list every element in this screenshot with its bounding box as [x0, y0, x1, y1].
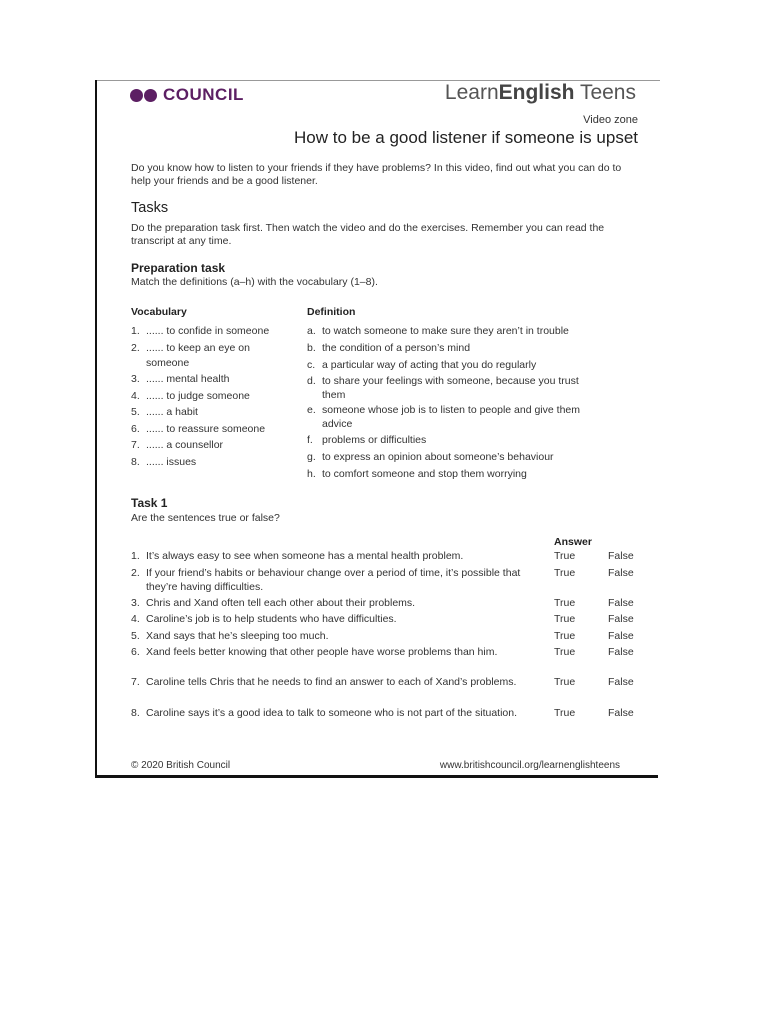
vocab-item: 4. ...... to judge someone [131, 390, 250, 402]
false-option[interactable]: False [608, 613, 634, 625]
definition-header: Definition [307, 306, 356, 318]
false-option[interactable]: False [608, 646, 634, 658]
vocabulary-header: Vocabulary [131, 306, 187, 318]
false-option[interactable]: False [608, 567, 634, 579]
vocab-item: 5. ...... a habit [131, 406, 198, 418]
footer-copyright: © 2020 British Council [131, 760, 231, 771]
question-row: 4. Caroline’s job is to help students who have difficulties. [131, 613, 397, 625]
video-zone-label: Video zone [583, 114, 638, 126]
true-option[interactable]: True [554, 630, 576, 642]
tasks-heading: Tasks [131, 200, 169, 216]
vocab-item: 2. ...... to keep an eye on [131, 342, 250, 354]
question-row: 1. It’s always easy to see when someone has a mental health problem. [131, 550, 464, 562]
vocab-item: 1. ...... to confide in someone [131, 325, 270, 337]
true-option[interactable]: True [554, 597, 576, 609]
logo-dot-icon [144, 89, 157, 102]
definition-item: h. to comfort someone and stop them worrying [307, 468, 527, 480]
question-row: 3. Chris and Xand often tell each other about their problems. [131, 597, 416, 609]
definition-item: a. to watch someone to make sure they aren’t in trouble [307, 325, 569, 337]
false-option[interactable]: False [608, 597, 634, 609]
vocab-item: 6. ...... to reassure someone [131, 423, 266, 435]
learnenglish-teens-logo: LearnEnglish Teens [444, 81, 636, 104]
definition-item: d. to share your feelings with someone, because you trust them [307, 375, 579, 401]
definition-item: c. a particular way of acting that you do regularly [307, 359, 537, 371]
task1-instruction: Are the sentences true or false? [131, 512, 280, 524]
question-row: 8. Caroline says it’s a good idea to talk to someone who is not part of the situation. [131, 707, 518, 719]
vocab-item: 8. ...... issues [131, 456, 197, 468]
logo-dot-icon [130, 89, 143, 102]
page-title: How to be a good listener if someone is upset [294, 128, 638, 147]
true-option[interactable]: True [554, 550, 576, 562]
false-option[interactable]: False [608, 707, 634, 719]
definition-item: b. the condition of a person’s mind [307, 342, 471, 354]
british-council-logo [130, 85, 244, 105]
answer-header: Answer [554, 536, 592, 548]
intro-paragraph: Do you know how to listen to your friends if they have problems? In this video, find out what you can do to help your friends and be a good listener. [131, 162, 622, 187]
question-row: 2. If your friend’s habits or behaviour change over a period of time, it’s possible that they’re having difficulties. [131, 567, 521, 593]
vocab-item: 7. ...... a counsellor [131, 439, 224, 451]
true-option[interactable]: True [554, 567, 576, 579]
true-option[interactable]: True [554, 613, 576, 625]
false-option[interactable]: False [608, 630, 634, 642]
false-option[interactable]: False [608, 550, 634, 562]
true-option[interactable]: True [554, 676, 576, 688]
false-option[interactable]: False [608, 676, 634, 688]
tasks-paragraph: Do the preparation task first. Then watch the video and do the exercises. Remember you can read the transcript at any time. [131, 222, 605, 247]
task1-heading: Task 1 [131, 496, 168, 510]
vocab-item: 3. ...... mental health [131, 373, 230, 385]
footer-url[interactable]: www.britishcouncil.org/learnenglishteens [439, 760, 620, 771]
preparation-instruction: Match the definitions (a–h) with the vocabulary (1–8). [131, 276, 378, 288]
preparation-heading: Preparation task [131, 261, 226, 275]
vocab-item: someone [146, 357, 190, 369]
definition-item: g. to express an opinion about someone’s behaviour [307, 451, 554, 463]
question-row: 7. Caroline tells Chris that he needs to find an answer to each of Xand’s problems. [131, 676, 517, 688]
true-option[interactable]: True [554, 646, 576, 658]
definition-item: f. problems or difficulties [307, 434, 427, 446]
definition-item: e. someone whose job is to listen to people and give them advice [307, 404, 580, 430]
logo-council-text: COUNCIL [163, 85, 244, 104]
true-option[interactable]: True [554, 707, 576, 719]
question-row: 5. Xand says that he’s sleeping too much. [131, 630, 329, 642]
question-row: 6. Xand feels better knowing that other people have worse problems than him. [131, 646, 498, 658]
worksheet-page [95, 80, 658, 778]
